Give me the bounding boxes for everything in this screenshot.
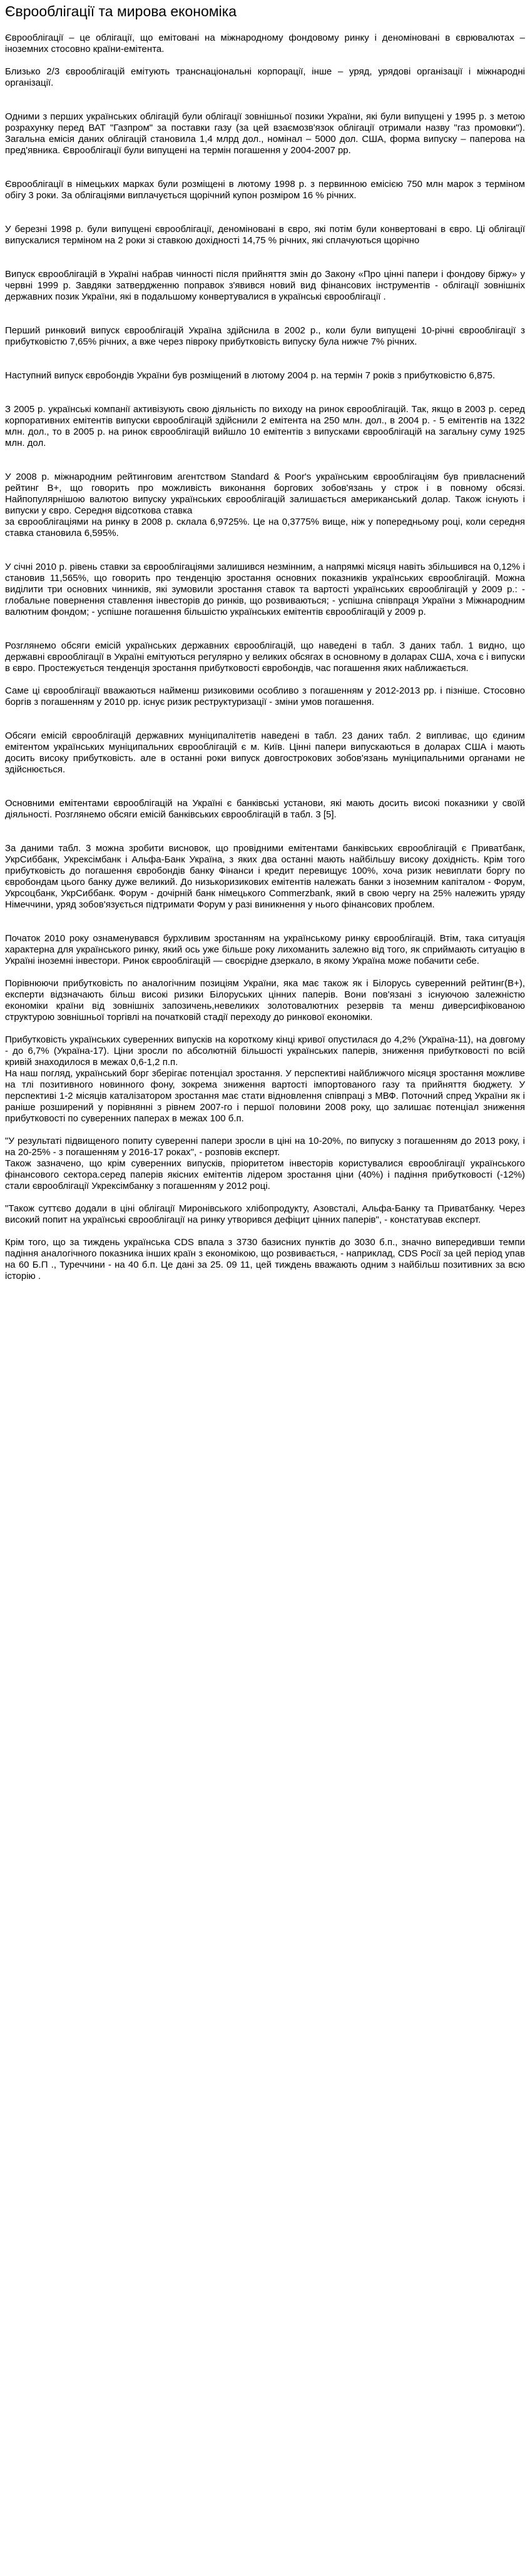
paragraph-intro: Єврооблігації – це облігації, що емітовані на міжнародному фондовому ринку і деноміновані в єврювалютах – іноземних стосовно країни-емітента. [5, 33, 525, 54]
paragraph-low-risk: Саме ці єврооблігації вважаються найменш ризиковими особливо з погашенням у 2012-2013 рр. і пізніше. Стосовно боргів з погашенням у 2010 рр. існує ризик реструктуризації - зміни умов погашення. [5, 685, 525, 707]
paragraph-law-1999: Випуск єврооблігацій в Україні набрав чинності після прийняття змін до Закону «Про цінні папери і фондову біржу» у червні 1999 р. Завдяки затвердженню поправок з'явився новий вид фінансових інструментів - облігації зовнішніх державних позик України, які в подальшому конвертувалися в українські єврооблігації . [5, 269, 525, 302]
paragraph-2008: У 2008 р. міжнародним рейтинговим агентством Standard & Poor's українським єврооблігаціям був привласнений рейтинг В+, що говорить про можливість виконання боргових зобов'язань у строк і в повному обсязі. Найпопулярнішою валютою випуску українських єврооблігацій залишається американський долар. Також існують і випуски у євро. Середня відсоткова ставка за єврооблігаціями на ринку в 2008 р. склала 6,9725%. Це на 0,3775% вище, ніж у попередньому році, коли середня ставка становила 6,595%. [5, 472, 525, 538]
paragraph-2004: Наступний випуск євробондів України був розміщений в лютому 2004 р. на термін 7 років з прибутковістю 6,875. [5, 370, 496, 381]
paragraph-yields: Прибутковість українських суверенних випусків на короткому кінці кривої опустилася до 4,2% (Україна-11), на довгому - до 6,7% (Україна-17). Ціни зросли по абсолютній більшості українських паперів, зниження прибутковості по всій кривій знаходилося в межах 0,6-1,2 п.п. [5, 1034, 525, 1068]
document-page [0, 0, 530, 1282]
paragraph-outlook: На наш погляд, український борг зберігає потенціал зростання. У перспективі найближчого місяця зростання можливе на тлі позитивного новинного фону, зокрема зниження вартості імпортованого газу та прийняття бюджету. У перспективі 1-2 місяців каталізатором зростання має стати відновлення співпраці з МВФ. Поточний спред України як і раніше розширений у порівнянні з рівнем 2007-го і першої половини 2008 року, що залишає потенціал зниження прибутковості по суверенних паперах в межах 100 б.п. [5, 1068, 525, 1124]
paragraph-prices: "Також суттєво додали в ціні облігації Миронівського хлібопродукту, Азовсталі, Альфа-Банку та Приватбанку. Через високий попит на українські єврооблігації на ринку утворився дефіцит цінних паперів", - констатував експерт. [5, 1203, 525, 1225]
paragraph-banks: Основними емітентами єврооблігацій на Україні є банківські установи, які мають досить високі показники у своїй діяльності. Розглянемо обсяги емісій банківських єврооблігацій в табл. 3 [5]. [5, 798, 525, 820]
paragraph-issuers: Близько 2/3 єврооблігацій емітують транснаціональні корпорації, інше – уряд, урядові організації і міжнародні організації. [5, 66, 525, 88]
paragraph-dm-1998: Єврооблігації в німецьких марках були розміщені в лютому 1998 р. з первинною емісією 750 млн марок з терміном обігу 3 роки. За облігаціями виплачується щорічний купон розміром 16 % річних. [5, 179, 525, 201]
paragraph-cds: Крім того, що за тиждень українська CDS впала з 3730 базисних пунктів до 3030 б.п., значно випередивши темпи падіння аналогічного показника інших країн з економікою, що розвивається, - наприклад, CDS Росії за цей період упав на 60 Б.П ., Туреччини - на 40 б.п. Це дані за 25. 09 11, цей тиждень вважають одним з найбільш позитивних за всю історію . [5, 1237, 525, 1281]
paragraph-2002: Перший ринковий випуск єврооблігацій Україна здійснила в 2002 р., коли були випущені 10-річні єврооблігації з прибутковістю 7,65% річних, а вже через півроку прибутковість випуску була нижче 7% річних. [5, 325, 525, 347]
paragraph-2010: У січні 2010 р. рівень ставки за єврооблігаціями залишився незмінним, а напрямкі місяця навіть збільшився на 0,12% і становив 11,565%, що говорить про тенденцію зростання основних показників українських єврооблігацій. Можна виділити три основних чинників, які зумовили зростання ставок та вартості українських єврооблігацій у 2009 р.: - глобальне повернення ставлення інвесторів до ринків, що розвиваються; - успішна співпраця України з Міжнародним валютним фондом; - успішне погашення більшістю українських емітентів єврооблігацій у 2009 р. [5, 562, 525, 617]
paragraph-table3: За даними табл. 3 можна зробити висновок, що провідними емітентами банківських єврооблігацій є Приватбанк, УкрСиббанк, Укрексімбанк і Альфа-Банк Україна, з яких два останні мають найбільшу високу дохідність. Крім того прибутковість до погашення євробондів банку Фінанси і кредит перевищує 100%, хоча ризик невиплати боргу по євробондам цього банку дуже великий. До низькоризикових емітентів належать банки з іноземним капіталом - Форум, Укрсоцбанк, УкрСиббанк. Форум - дочірній банк німецького Commerzbank, який в свою чергу на 25% належить уряду Німеччини, уряд зобов'язується підтримати Форум у разі виникнення у нього фінансових проблем. [5, 843, 525, 910]
paragraph-1995: Одними з перших українських облігацій були облігації зовнішньої позики України, які були випущені у 1995 р. з метою розрахунку перед ВАТ "Газпром" за поставки газу (за цей взаємозв'язок облігації отримали назву "газ промовки"). Загальна емісія даних облігацій становила 1,4 млрд дол., номінал – 5000 дол. США, форма випуску – паперова на пред'явника. Єврооблігації були випущені на термін погашення у 2004-2007 рр. [5, 111, 525, 156]
paragraph-demand: "У результаті підвищеного попиту суверенні папери зросли в ціні на 10-20%, по випуску з погашенням до 2013 року, і на 20-25% - з погашенням у 2016-17 роках", - розповів експерт. Також зазначено, що крім суверенних випусків, пріоритетом інвесторів користувалися єврооблігації українського фінансового сектора.серед паперів якісних емітентів лідером зростання ціни (40%) і падіння прибутковості (-12%) стали єврооблігації Укрексімбанку з погашенням у 2012 році. [5, 1136, 525, 1191]
paragraph-municipal: Обсяги емісій єврооблігацій державних муніципалітетів наведені в табл. 23 даних табл. 2 випливає, що єдиним емітентом українських муніципальних єврооблігацій є м. Київ. Цінні папери випускаються в доларах США і мають досить високу прибутковість. але в останні роки випуск довгострокових зобов'язань муніципальними органами не здійснюється. [5, 730, 525, 775]
paragraph-2005: З 2005 р. українські компанії активізують свою діяльність по виходу на ринок єврооблігацій. Так, якщо в 2003 р. серед корпоративних емітентів випуски єврооблігацій здійснили 2 емітента на 250 млн. дол., в 2004 р. - 5 емітентів на 1322 млн. дол., то в 2005 р. на ринок єврооблігацій вийшло 10 емітентів з випусками єврооблігацій на загальну суму 1925 млн. дол. [5, 404, 525, 448]
page-title: Єврооблігації та мирова економіка [5, 3, 237, 19]
paragraph-march-1998: У березні 1998 р. були випущені єврооблігації, деноміновані в євро, які потім були конвертовані в євро. Ці облігації випускалися терміном на 2 роки зі ставкою дохідності 14,75 % річних, які сплачуються щорічно [5, 224, 525, 246]
paragraph-early-2010: Початок 2010 року ознаменувався бурхливим зростанням на українському ринку єврооблігацій. Втім, така ситуація характерна для українського ринку, який ось уже більше року лихоманить залежно від того, як сприймають ситуацію в Україні іноземні інвестори. Ринок єврооблігацій — своєрідне дзеркало, в якому Україна може побачити себе. [5, 933, 525, 966]
paragraph-state-emissions: Розглянемо обсяги емісій українських державних єврооблігацій, що наведені в табл. З даних табл. 1 видно, що державні єврооблігації в Україні емітуються регулярно у великих обсягах в основному в доларах США, хоча є і випуски в євро. Простежується тенденція зростання прибутковості євробондів, час погашення яких наближається. [5, 640, 525, 674]
paragraph-belarus: Порівнюючи прибутковість по аналогічним позиціям України, яка має також як і Білорусь суверенний рейтинг(В+), експерти відзначають більш високі ризики Білоруських цінних паперів. Вони пов'язані з існуючою залежністю економіки країни від зовнішніх запозичень,невеликих золотовалютних резервів та менш диверсифікованою структурою зовнішньої торгівлі на початковій стадії переходу до ринкової економіки. [5, 978, 525, 1023]
